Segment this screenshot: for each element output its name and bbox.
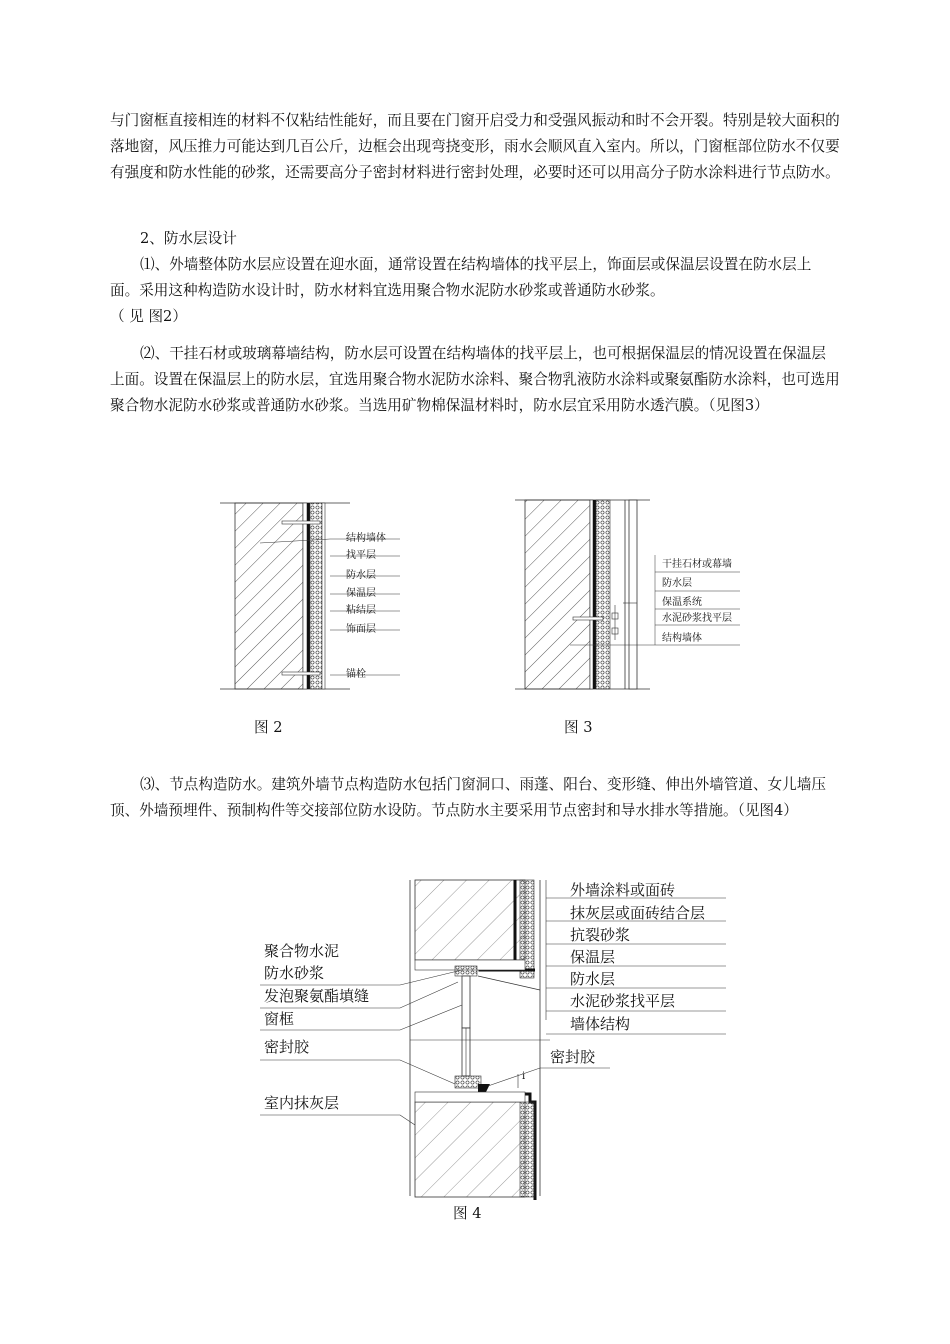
fig4-label-exterior-coating: 外墙涂料或面砖 <box>570 881 676 899</box>
fig3-label-waterproof-layer: 防水层 <box>662 578 692 589</box>
fig4-label-window-frame: 窗框 <box>264 1010 295 1028</box>
figure-3-caption: 图 3 <box>564 719 593 736</box>
fig2-label-bonding-layer: 粘结层 <box>346 605 376 616</box>
section-heading-waterproof-design: 2、防水层设计 <box>140 230 237 247</box>
fig2-label-insulation-layer: 保温层 <box>346 588 376 599</box>
figure-3-diagram <box>515 495 745 695</box>
figure-4-caption: 图 4 <box>453 1205 482 1222</box>
fig2-label-anchor: 锚栓 <box>346 669 366 680</box>
fig4-label-sealant-left: 密封胶 <box>264 1038 310 1056</box>
fig4-label-waterproof-mortar: 防水砂浆 <box>264 964 325 982</box>
fig4-label-foam-sealant: 发泡聚氨酯填缝 <box>264 987 370 1005</box>
fig2-label-waterproof-layer: 防水层 <box>346 570 376 581</box>
fig4-label-polymer-cement: 聚合物水泥 <box>264 942 340 960</box>
fig3-label-cement-leveling: 水泥砂浆找平层 <box>662 613 732 624</box>
fig4-label-crack-resistant-mortar: 抗裂砂浆 <box>570 926 631 944</box>
fig4-label-interior-plaster: 室内抹灰层 <box>264 1094 340 1112</box>
fig4-label-waterproof-layer: 防水层 <box>570 970 616 988</box>
paragraph-item-3: ⑶、节点构造防水。建筑外墙节点构造防水包括门窗洞口、雨蓬、阳台、变形缝、伸出外墙管道、女儿墙压顶、外墙预埋件、预制构件等交接部位防水设防。节点防水主要采用节点密封和导水排水等措施。（见图4） <box>110 776 826 819</box>
figure-2-diagram <box>220 495 420 695</box>
figure-2-caption: 图 2 <box>254 719 283 736</box>
fig4-label-wall-structure: 墙体结构 <box>570 1015 631 1033</box>
fig3-label-insulation-system: 保温系统 <box>662 597 702 608</box>
paragraph-item-1: ⑴、外墙整体防水层应设置在迎水面，通常设置在结构墙体的找平层上，饰面层或保温层设置在防水层上面。采用这种构造防水设计时，防水材料宜选用聚合物水泥防水砂浆或普通防水砂浆。 <box>110 256 812 299</box>
figure-4-diagram <box>250 870 730 1200</box>
paragraph-intro: 与门窗框直接相连的材料不仅粘结性能好，而且要在门窗开启受力和受强风振动和时不会开裂。特别是较大面积的落地窗，风压推力可能达到几百公斤，边框会出现弯挠变形，雨水会顺风直入室内。所以，门窗框部位防水不仅要有强度和防水性能的砂浆，还需要高分子密封材料进行密封处理，必要时还可以用高分子防水涂料进行节点防水。 <box>110 112 840 181</box>
fig4-label-cement-leveling: 水泥砂浆找平层 <box>570 992 676 1010</box>
fig3-label-stone-cladding: 干挂石材或幕墙 <box>662 559 732 570</box>
fig2-label-leveling-layer: 找平层 <box>346 550 376 561</box>
fig3-label-structural-wall: 结构墙体 <box>662 633 702 644</box>
paragraph-item-1-figref: （ 见 图2） <box>110 308 187 325</box>
fig4-slope-mark: i <box>522 1071 526 1082</box>
paragraph-item-2: ⑵、干挂石材或玻璃幕墙结构，防水层可设置在结构墙体的找平层上，也可根据保温层的情况设置在保温层上面。设置在保温层上的防水层，宜选用聚合物水泥防水涂料、聚合物乳液防水涂料或聚氨酯防水涂料，也可选用聚合物水泥防水砂浆或普通防水砂浆。当选用矿物棉保温材料时，防水层宜采用防水透汽膜。（见图3） <box>110 345 840 414</box>
fig2-label-finish-layer: 饰面层 <box>346 624 376 635</box>
fig4-label-plaster-bond-layer: 抹灰层或面砖结合层 <box>570 904 706 922</box>
fig2-label-structural-wall: 结构墙体 <box>346 533 386 544</box>
fig4-label-insulation-layer: 保温层 <box>570 948 616 966</box>
fig4-label-sealant-right: 密封胶 <box>550 1048 596 1066</box>
